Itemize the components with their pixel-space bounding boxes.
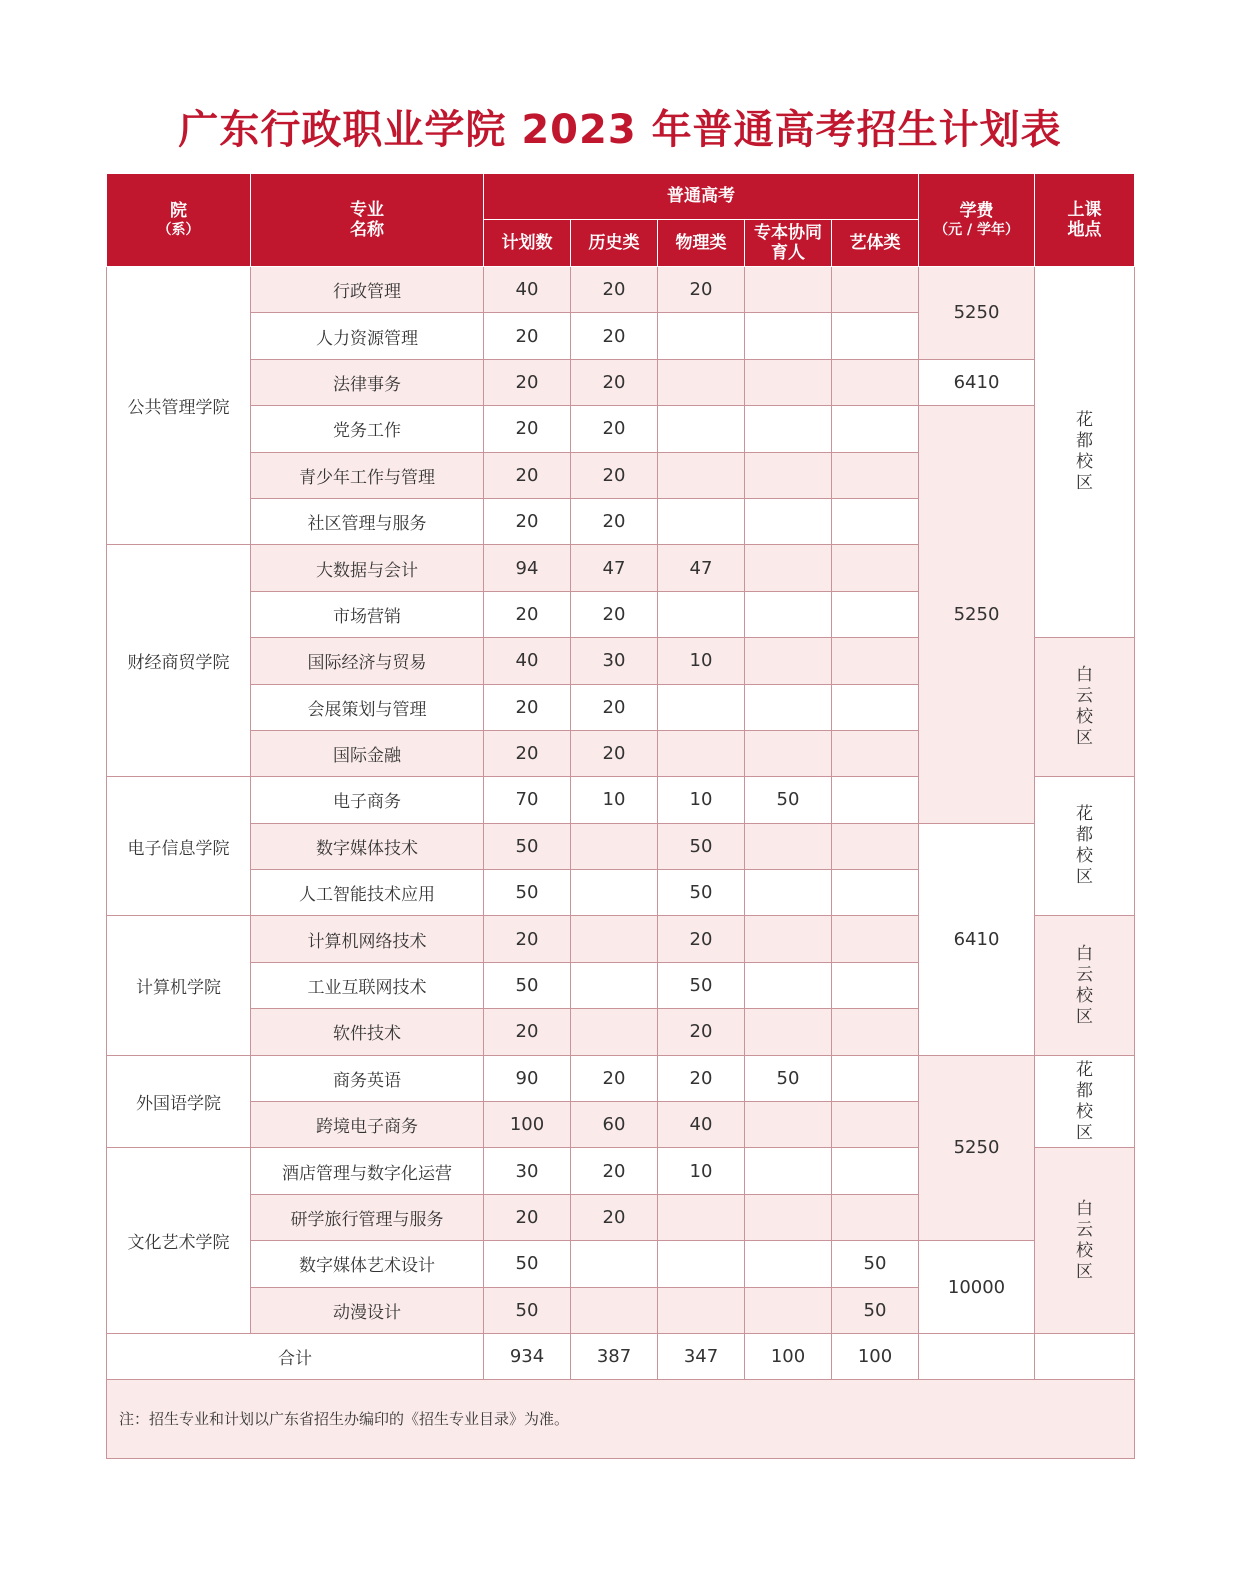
plan-cell: 20 — [484, 684, 571, 730]
plan-cell: 50 — [484, 1241, 571, 1287]
history-cell — [571, 916, 658, 962]
art-cell — [832, 1102, 919, 1148]
major-cell: 酒店管理与数字化运营 — [251, 1148, 484, 1194]
history-cell: 20 — [571, 313, 658, 359]
history-cell — [571, 962, 658, 1008]
physics-cell — [658, 452, 745, 498]
art-cell: 50 — [832, 1241, 919, 1287]
fee-cell: 5250 — [919, 267, 1035, 360]
college-cell: 外国语学院 — [107, 1055, 251, 1148]
history-cell: 20 — [571, 730, 658, 776]
plan-cell: 20 — [484, 498, 571, 544]
coop-cell — [745, 1287, 832, 1333]
fee-cell: 5250 — [919, 1055, 1035, 1241]
table-row — [107, 267, 1135, 313]
major-cell: 会展策划与管理 — [251, 684, 484, 730]
coop-cell — [745, 591, 832, 637]
coop-cell: 50 — [745, 1055, 832, 1101]
history-cell: 20 — [571, 684, 658, 730]
header-history: 历史类 — [571, 220, 658, 267]
physics-cell: 40 — [658, 1102, 745, 1148]
header-coop: 专本协同 育人 — [745, 220, 832, 267]
art-cell — [832, 1009, 919, 1055]
plan-cell: 50 — [484, 870, 571, 916]
campus-cell: 白云校区 — [1035, 638, 1135, 777]
physics-cell: 10 — [658, 1148, 745, 1194]
header-physics: 物理类 — [658, 220, 745, 267]
plan-cell: 20 — [484, 1194, 571, 1240]
physics-cell: 20 — [658, 267, 745, 313]
header-fee: 学费 （元 / 学年） — [919, 174, 1035, 267]
art-cell — [832, 1194, 919, 1240]
table-row — [107, 406, 1135, 452]
history-cell — [571, 823, 658, 869]
coop-cell — [745, 1009, 832, 1055]
coop-cell — [745, 406, 832, 452]
coop-cell — [745, 730, 832, 776]
table-row — [107, 1241, 1135, 1287]
note-row — [107, 1379, 1135, 1458]
physics-cell — [658, 359, 745, 405]
art-cell — [832, 1148, 919, 1194]
major-cell: 跨境电子商务 — [251, 1102, 484, 1148]
physics-cell: 50 — [658, 823, 745, 869]
fee-cell: 6410 — [919, 359, 1035, 405]
history-cell: 20 — [571, 591, 658, 637]
art-cell — [832, 962, 919, 1008]
major-cell: 动漫设计 — [251, 1287, 484, 1333]
coop-cell: 50 — [745, 777, 832, 823]
coop-cell — [745, 1241, 832, 1287]
art-cell — [832, 684, 919, 730]
history-cell — [571, 1009, 658, 1055]
header-campus: 上课 地点 — [1035, 174, 1135, 267]
history-cell: 20 — [571, 1055, 658, 1101]
major-cell: 市场营销 — [251, 591, 484, 637]
physics-cell — [658, 591, 745, 637]
plan-cell: 20 — [484, 591, 571, 637]
major-cell: 计算机网络技术 — [251, 916, 484, 962]
art-cell — [832, 406, 919, 452]
total-art: 100 — [832, 1333, 919, 1379]
physics-cell: 20 — [658, 1055, 745, 1101]
physics-cell: 20 — [658, 1009, 745, 1055]
fee-cell: 10000 — [919, 1241, 1035, 1334]
major-cell: 电子商务 — [251, 777, 484, 823]
physics-cell: 50 — [658, 870, 745, 916]
major-cell: 工业互联网技术 — [251, 962, 484, 1008]
history-cell: 20 — [571, 498, 658, 544]
major-cell: 大数据与会计 — [251, 545, 484, 591]
major-cell: 数字媒体技术 — [251, 823, 484, 869]
major-cell: 软件技术 — [251, 1009, 484, 1055]
plan-cell: 90 — [484, 1055, 571, 1101]
art-cell — [832, 545, 919, 591]
major-cell: 研学旅行管理与服务 — [251, 1194, 484, 1240]
campus-cell: 白云校区 — [1035, 1148, 1135, 1334]
plan-cell: 70 — [484, 777, 571, 823]
physics-cell — [658, 730, 745, 776]
plan-cell: 30 — [484, 1148, 571, 1194]
college-cell: 电子信息学院 — [107, 777, 251, 916]
art-cell — [832, 498, 919, 544]
physics-cell — [658, 684, 745, 730]
coop-cell — [745, 267, 832, 313]
college-cell: 文化艺术学院 — [107, 1148, 251, 1334]
coop-cell — [745, 498, 832, 544]
major-cell: 青少年工作与管理 — [251, 452, 484, 498]
total-label: 合计 — [107, 1333, 484, 1379]
plan-cell: 100 — [484, 1102, 571, 1148]
total-row — [107, 1333, 1135, 1379]
table-row — [107, 823, 1135, 869]
plan-cell: 50 — [484, 823, 571, 869]
physics-cell — [658, 313, 745, 359]
art-cell — [832, 870, 919, 916]
campus-cell: 白云校区 — [1035, 916, 1135, 1055]
art-cell — [832, 1055, 919, 1101]
coop-cell — [745, 313, 832, 359]
history-cell — [571, 1287, 658, 1333]
history-cell: 47 — [571, 545, 658, 591]
college-cell: 计算机学院 — [107, 916, 251, 1055]
art-cell — [832, 452, 919, 498]
header-plan: 计划数 — [484, 220, 571, 267]
page-title: 广东行政职业学院 2023 年普通高考招生计划表 — [178, 107, 1062, 153]
art-cell: 50 — [832, 1287, 919, 1333]
college-cell: 公共管理学院 — [107, 267, 251, 545]
coop-cell — [745, 1148, 832, 1194]
history-cell: 20 — [571, 267, 658, 313]
physics-cell — [658, 406, 745, 452]
major-cell: 行政管理 — [251, 267, 484, 313]
enrollment-plan-table — [106, 173, 1135, 1459]
plan-cell: 20 — [484, 313, 571, 359]
coop-cell — [745, 452, 832, 498]
history-cell — [571, 870, 658, 916]
major-cell: 国际金融 — [251, 730, 484, 776]
coop-cell — [745, 545, 832, 591]
history-cell: 20 — [571, 1148, 658, 1194]
note-text: 注：招生专业和计划以广东省招生办编印的《招生专业目录》为准。 — [107, 1379, 1135, 1458]
plan-cell: 20 — [484, 916, 571, 962]
major-cell: 人力资源管理 — [251, 313, 484, 359]
history-cell: 20 — [571, 452, 658, 498]
history-cell: 10 — [571, 777, 658, 823]
history-cell: 30 — [571, 638, 658, 684]
fee-cell: 5250 — [919, 406, 1035, 824]
physics-cell — [658, 498, 745, 544]
fee-cell: 6410 — [919, 823, 1035, 1055]
total-fee — [919, 1333, 1035, 1379]
coop-cell — [745, 638, 832, 684]
plan-cell: 20 — [484, 406, 571, 452]
plan-cell: 94 — [484, 545, 571, 591]
total-coop: 100 — [745, 1333, 832, 1379]
plan-cell: 50 — [484, 962, 571, 1008]
plan-cell: 40 — [484, 638, 571, 684]
major-cell: 数字媒体艺术设计 — [251, 1241, 484, 1287]
plan-cell: 20 — [484, 730, 571, 776]
plan-cell: 20 — [484, 359, 571, 405]
major-cell: 党务工作 — [251, 406, 484, 452]
physics-cell — [658, 1194, 745, 1240]
physics-cell: 20 — [658, 916, 745, 962]
coop-cell — [745, 684, 832, 730]
art-cell — [832, 730, 919, 776]
coop-cell — [745, 1102, 832, 1148]
plan-cell: 50 — [484, 1287, 571, 1333]
art-cell — [832, 591, 919, 637]
header-college: 院 （系） — [107, 174, 251, 267]
physics-cell: 10 — [658, 777, 745, 823]
header-major: 专业 名称 — [251, 174, 484, 267]
physics-cell — [658, 1241, 745, 1287]
major-cell: 国际经济与贸易 — [251, 638, 484, 684]
major-cell: 商务英语 — [251, 1055, 484, 1101]
coop-cell — [745, 962, 832, 1008]
header-art: 艺体类 — [832, 220, 919, 267]
table-row — [107, 359, 1135, 405]
total-history: 387 — [571, 1333, 658, 1379]
history-cell — [571, 1241, 658, 1287]
total-plan: 934 — [484, 1333, 571, 1379]
major-cell: 人工智能技术应用 — [251, 870, 484, 916]
art-cell — [832, 916, 919, 962]
physics-cell: 47 — [658, 545, 745, 591]
campus-cell: 花都校区 — [1035, 777, 1135, 916]
art-cell — [832, 777, 919, 823]
art-cell — [832, 823, 919, 869]
total-campus — [1035, 1333, 1135, 1379]
table-row — [107, 1055, 1135, 1101]
major-cell: 社区管理与服务 — [251, 498, 484, 544]
history-cell: 20 — [571, 359, 658, 405]
coop-cell — [745, 870, 832, 916]
physics-cell: 10 — [658, 638, 745, 684]
plan-cell: 20 — [484, 1009, 571, 1055]
campus-cell: 花都校区 — [1035, 1055, 1135, 1148]
coop-cell — [745, 823, 832, 869]
history-cell: 60 — [571, 1102, 658, 1148]
art-cell — [832, 359, 919, 405]
coop-cell — [745, 359, 832, 405]
physics-cell — [658, 1287, 745, 1333]
art-cell — [832, 638, 919, 684]
history-cell: 20 — [571, 1194, 658, 1240]
header-gaokao: 普通高考 — [484, 174, 919, 220]
coop-cell — [745, 916, 832, 962]
plan-cell: 40 — [484, 267, 571, 313]
art-cell — [832, 267, 919, 313]
total-physics: 347 — [658, 1333, 745, 1379]
physics-cell: 50 — [658, 962, 745, 1008]
major-cell: 法律事务 — [251, 359, 484, 405]
coop-cell — [745, 1194, 832, 1240]
plan-cell: 20 — [484, 452, 571, 498]
college-cell: 财经商贸学院 — [107, 545, 251, 777]
campus-cell: 花都校区 — [1035, 267, 1135, 638]
art-cell — [832, 313, 919, 359]
history-cell: 20 — [571, 406, 658, 452]
